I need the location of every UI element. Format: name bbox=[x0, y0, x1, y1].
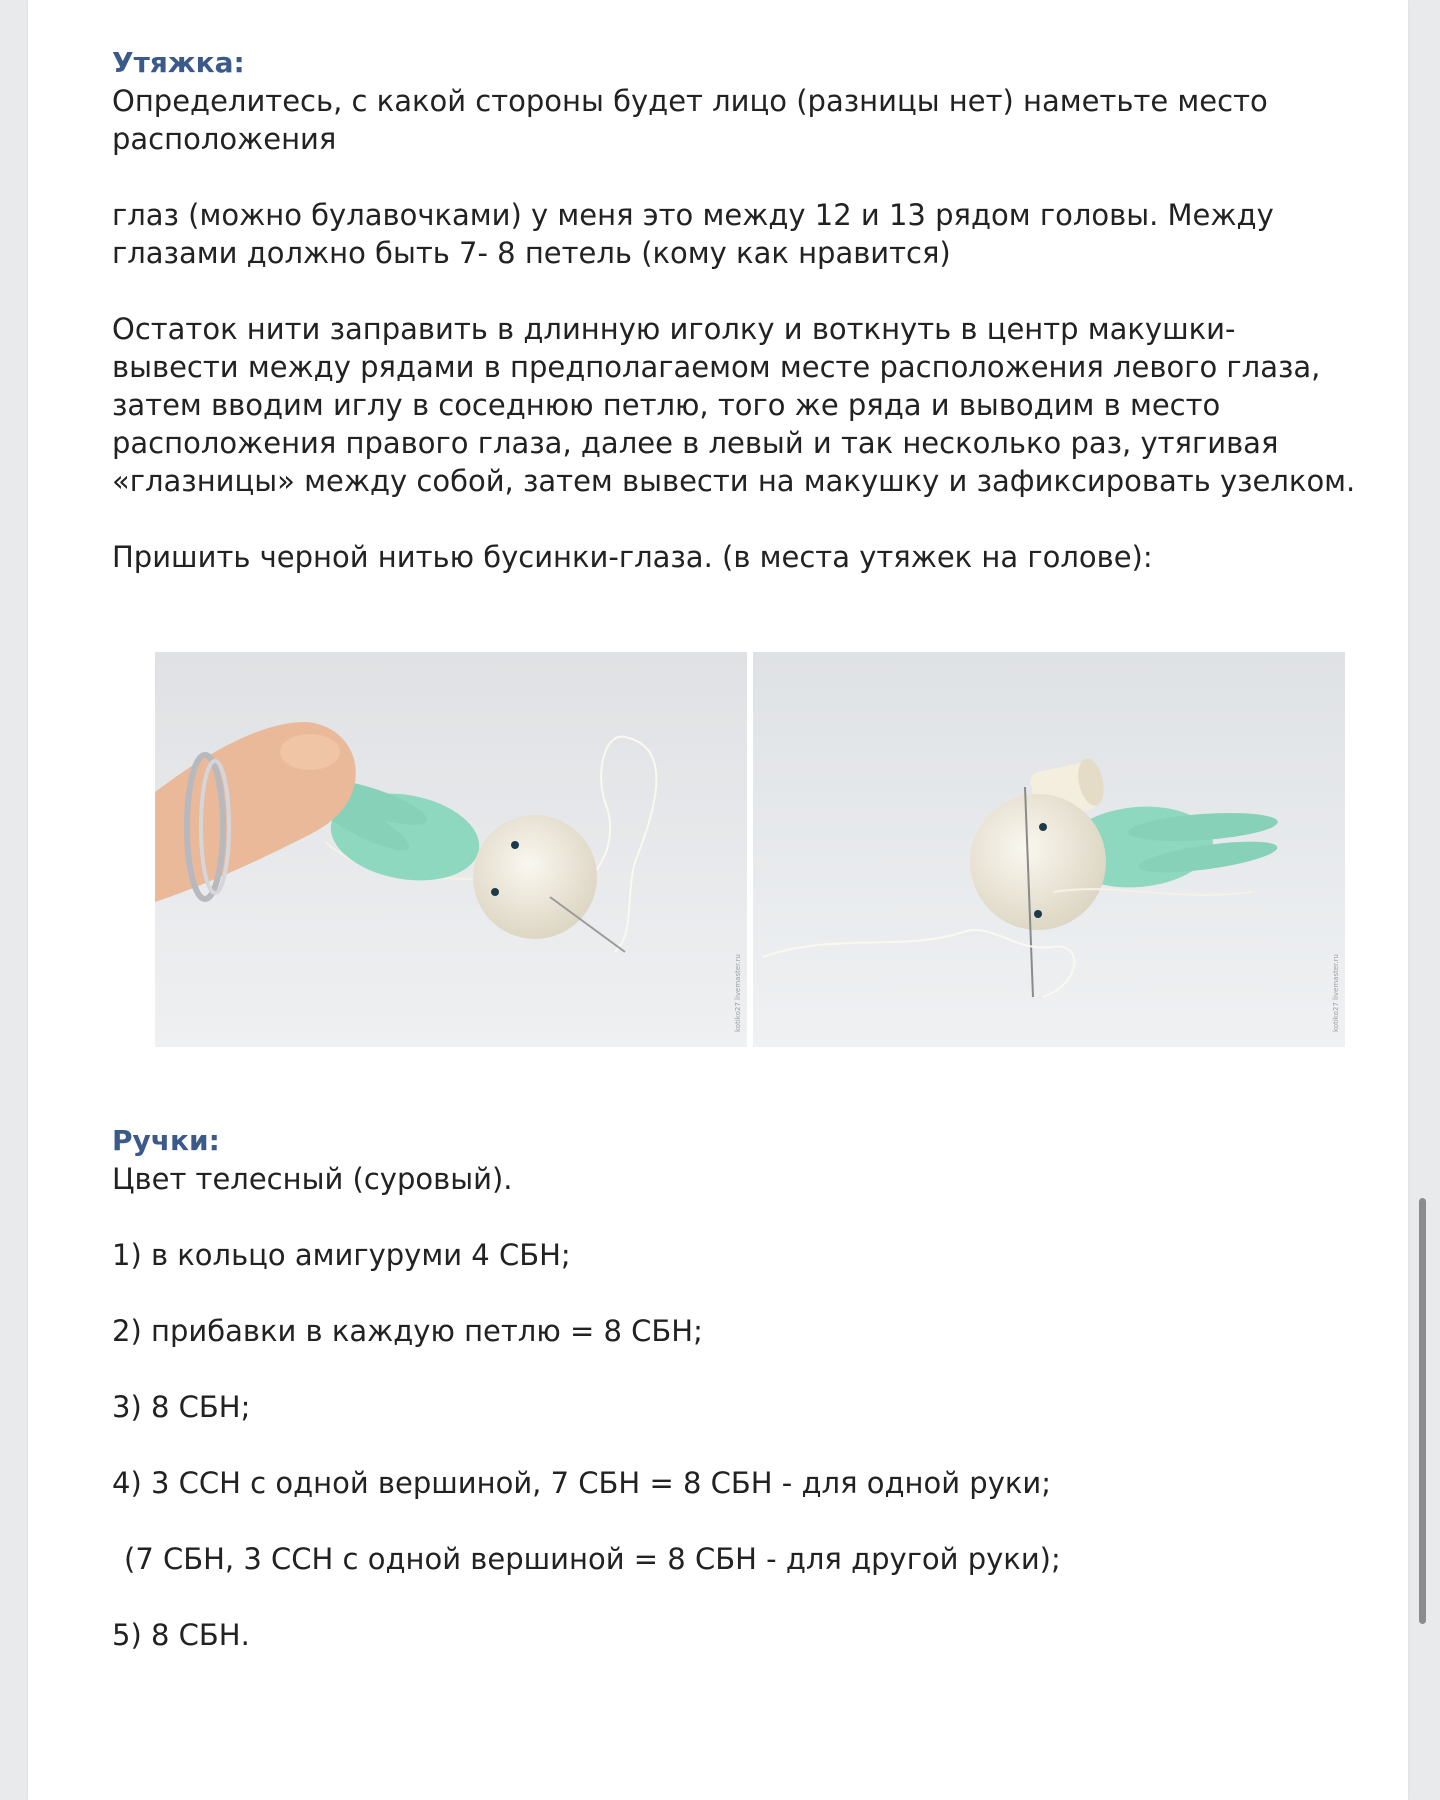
photo-hand-holding-toy bbox=[155, 652, 747, 1047]
arms-step-4-alt: (7 СБН, 3 ССН с одной вершиной = 8 СБН - для другой руки); bbox=[124, 1542, 1061, 1576]
arms-step-2: 2) прибавки в каждую петлю = 8 СБН; bbox=[112, 1314, 703, 1348]
eyes-paragraph-2: глаз (можно булавочками) у меня это между 12 и 13 рядом головы. Между глазами должно быть 7- 8 петель (кому как нравится) bbox=[112, 198, 1274, 270]
left-photo-watermark: kotiko27 livemaster.ru bbox=[734, 954, 742, 1032]
vertical-scrollbar[interactable] bbox=[1419, 1198, 1426, 1624]
arms-heading: Ручки: bbox=[112, 1124, 220, 1157]
eyes-paragraph-1: Определитесь, с какой стороны будет лицо (разницы нет) наметьте место расположения bbox=[112, 84, 1268, 156]
arms-color: Цвет телесный (суровый). bbox=[112, 1162, 513, 1196]
photo-toy-with-needle bbox=[753, 652, 1345, 1047]
arms-section bbox=[112, 1122, 1362, 1654]
arms-step-3: 3) 8 СБН; bbox=[112, 1390, 251, 1424]
eyes-section bbox=[112, 44, 1362, 576]
eyes-heading: Утяжка: bbox=[112, 46, 245, 79]
arms-step-1: 1) в кольцо амигуруми 4 СБН; bbox=[112, 1238, 571, 1272]
arms-step-4: 4) 3 ССН с одной вершиной, 7 СБН = 8 СБН - для одной руки; bbox=[112, 1466, 1052, 1500]
photo-strip bbox=[155, 652, 1345, 1047]
eyes-paragraph-3: Остаток нити заправить в длинную иголку и воткнуть в центр макушки-вывести между рядами в предполагаемом месте расположения левого глаза, затем вводим иглу в соседнюю петлю, того же ряда и выводим в место расположения правого глаза, далее в левый и так несколько раз, утягивая «глазницы» между собой, затем вывести на макушку и зафиксировать узелком. bbox=[112, 312, 1356, 498]
eyes-paragraph-4: Пришить черной нитью бусинки-глаза. (в места утяжек на голове): bbox=[112, 540, 1153, 574]
right-photo-watermark: kotiko27 livemaster.ru bbox=[1332, 954, 1340, 1032]
arms-step-5: 5) 8 СБН. bbox=[112, 1618, 250, 1652]
document-page bbox=[28, 0, 1408, 1800]
